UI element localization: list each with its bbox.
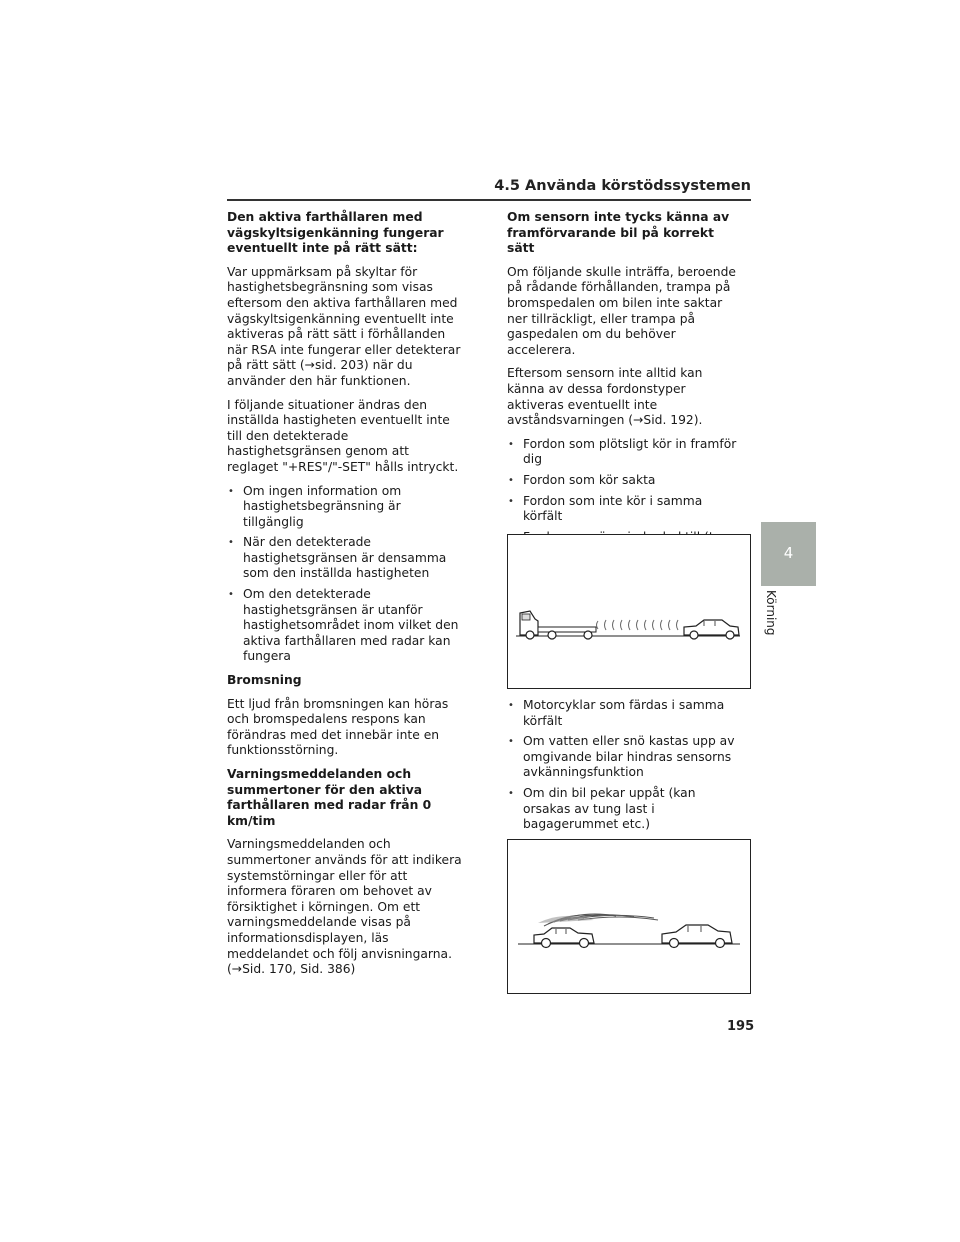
bullet-list-speed [227, 484, 463, 666]
left-column [227, 210, 463, 986]
heading-rsa: Den aktiva farthållaren med vägskyltsigenkänning fungerar eventuellt inte på rätt sätt: [227, 210, 444, 256]
paragraph-set-speed: I följande situationer ändras den inställda hastigheten eventuellt inte till den detekterade hastighetsgränsen genom att reglaget "+RES"/"-SET" hålls intryckt. [227, 397, 459, 474]
chapter-label: Körning [764, 590, 778, 636]
car-illustration [508, 840, 750, 993]
header-rule [227, 199, 751, 201]
figure-truck-trailer [507, 534, 751, 689]
chapter-tab [761, 522, 816, 586]
list-item: • Fordon som plötsligt kör in framför dig [507, 437, 743, 468]
heading-braking: Bromsning [227, 673, 302, 688]
list-item: • Fordon som inte kör i samma körfält [507, 494, 743, 525]
list-item: • Om ingen information om hastighetsbegränsning är tillgänglig [227, 484, 463, 531]
chapter-number: 4 [783, 544, 794, 562]
list-item: • Om din bil pekar uppåt (kan orsakas av tung last i bagagerummet etc.) [507, 786, 743, 833]
paragraph-sensor-2: Eftersom sensorn inte alltid kan känna av dessa fordonstyper aktiveras eventuellt inte avståndsvarningen (→Sid. 192). [507, 366, 703, 428]
chapter-label-container [760, 590, 782, 650]
heading-warnings: Varningsmeddelanden och summertoner för den aktiva farthållaren med radar från 0 km/tim [227, 767, 432, 828]
paragraph-warnings: Varningsmeddelanden och summertoner används för att indikera systemstörningar eller för att informera föraren om behovet av försiktighet i körningen. Om ett varningsmeddelande visas på informationsdisplayen, läs meddelandet och följ anvisningarna. (→Sid. 170, Sid. 386) [227, 837, 462, 977]
paragraph-braking: Ett ljud från bromsningen kan höras och bromspedalens respons kan förändras med det innebär inte en funktionsstörning. [227, 696, 449, 758]
heading-sensor: Om sensorn inte tycks känna av framförvarande bil på korrekt sätt [507, 210, 730, 256]
section-title: 4.5 Använda körstödssystemen [494, 178, 751, 194]
list-item: • När den detekterade hastighetsgränsen är densamma som den inställda hastigheten [227, 535, 463, 582]
paragraph-sensor-1: Om följande skulle inträffa, beroende på rådande förhållanden, trampa på bromspedalen om bilen inte saktar ner tillräckligt, eller trampa på gaspedalen om du behöver accelerera. [507, 264, 736, 357]
right-column [507, 210, 743, 569]
truck-trailer-illustration [508, 535, 750, 688]
page-header [227, 178, 751, 200]
list-item: • Motorcyklar som färdas i samma körfält [507, 698, 743, 729]
figure-two-cars [507, 839, 751, 994]
paragraph-rsa: Var uppmärksam på skyltar för hastighetsbegränsning som visas eftersom den aktiva farthållaren med vägskyltsigenkänning eventuellt inte aktiveras på rätt sätt i förhållanden när RSA inte fungerar eller detekterar på rätt sätt (→sid. 203) när du använder den här funktionen. [227, 264, 461, 388]
list-item: • Om den detekterade hastighetsgränsen är utanför hastighetsområdet inom vilket den aktiva farthållaren med radar kan fungera [227, 587, 463, 665]
bullet-list-conditions [507, 698, 743, 833]
list-item: • Om vatten eller snö kastas upp av omgivande bilar hindras sensorns avkänningsfunktion [507, 734, 743, 781]
right-column-lower [507, 698, 743, 841]
list-item: • Fordon som kör sakta [507, 473, 743, 489]
page-number: 195 [727, 1019, 755, 1034]
